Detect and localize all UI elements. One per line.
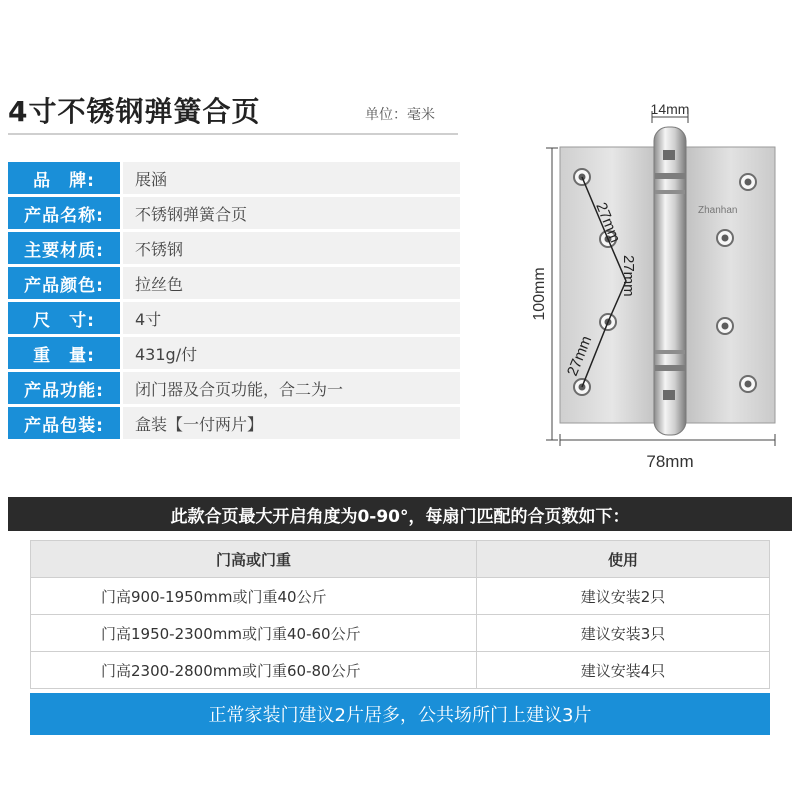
table-row <box>31 652 770 689</box>
dim-bottom-label: 78mm <box>646 452 694 471</box>
table-cell: 建议安装2只 <box>477 578 770 615</box>
hinge-barrel <box>654 127 686 435</box>
column-header: 门高或门重 <box>31 541 477 578</box>
spec-key: 尺 寸: <box>8 302 120 334</box>
dim-hole-label-1: 27mm <box>592 200 624 246</box>
product-title: 4寸不锈钢弹簧合页 <box>8 95 261 128</box>
spec-row-package <box>8 407 460 439</box>
dim-hole-label-3: 27mm <box>563 333 596 379</box>
dim-left-label: 100mm <box>531 267 548 321</box>
spec-value: 闭门器及合页功能，合二为一 <box>123 372 460 404</box>
spec-row-name <box>8 197 460 229</box>
spec-row-brand <box>8 162 460 194</box>
dim-bottom-line <box>560 434 775 446</box>
spec-row-color <box>8 267 460 299</box>
spec-value: 不锈钢弹簧合页 <box>123 197 460 229</box>
table-row <box>31 578 770 615</box>
hinge-usage-table <box>30 540 770 689</box>
spec-key: 产品颜色: <box>8 267 120 299</box>
spec-value: 拉丝色 <box>123 267 460 299</box>
spec-row-function <box>8 372 460 404</box>
spec-key: 主要材质: <box>8 232 120 264</box>
table-cell: 门高1950-2300mm或门重40-60公斤 <box>31 615 477 652</box>
spec-value: 盒装【一付两片】 <box>123 407 460 439</box>
brand-mark: Zhanhan <box>698 205 738 216</box>
column-header: 使用 <box>477 541 770 578</box>
spec-key: 产品名称: <box>8 197 120 229</box>
table-row <box>31 615 770 652</box>
spec-row-size <box>8 302 460 334</box>
spec-row-material <box>8 232 460 264</box>
spec-table <box>8 162 460 442</box>
spec-key: 产品功能: <box>8 372 120 404</box>
dim-top-label: 14mm <box>650 101 690 117</box>
spec-value: 4寸 <box>123 302 460 334</box>
spec-key: 品 牌: <box>8 162 120 194</box>
spec-key: 重 量: <box>8 337 120 369</box>
table-cell: 门高2300-2800mm或门重60-80公斤 <box>31 652 477 689</box>
unit-label: 单位：毫米 <box>365 107 435 123</box>
spec-key: 产品包装: <box>8 407 120 439</box>
recommendation-banner: 正常家装门建议2片居多，公共场所门上建议3片 <box>30 693 770 735</box>
spec-value: 不锈钢 <box>123 232 460 264</box>
spec-row-weight <box>8 337 460 369</box>
hinge-right-leaf <box>686 147 775 423</box>
table-cell: 建议安装4只 <box>477 652 770 689</box>
table-cell: 建议安装3只 <box>477 615 770 652</box>
table-cell: 门高900-1950mm或门重40公斤 <box>31 578 477 615</box>
title-divider <box>8 133 458 135</box>
hinge-diagram <box>520 95 800 480</box>
spec-value: 展涵 <box>123 162 460 194</box>
spec-value: 431g/付 <box>123 337 460 369</box>
table-header-row <box>31 541 770 578</box>
dim-hole-label-2: 27mm <box>620 255 637 297</box>
opening-angle-banner: 此款合页最大开启角度为0-90°，每扇门匹配的合页数如下： <box>8 497 792 531</box>
